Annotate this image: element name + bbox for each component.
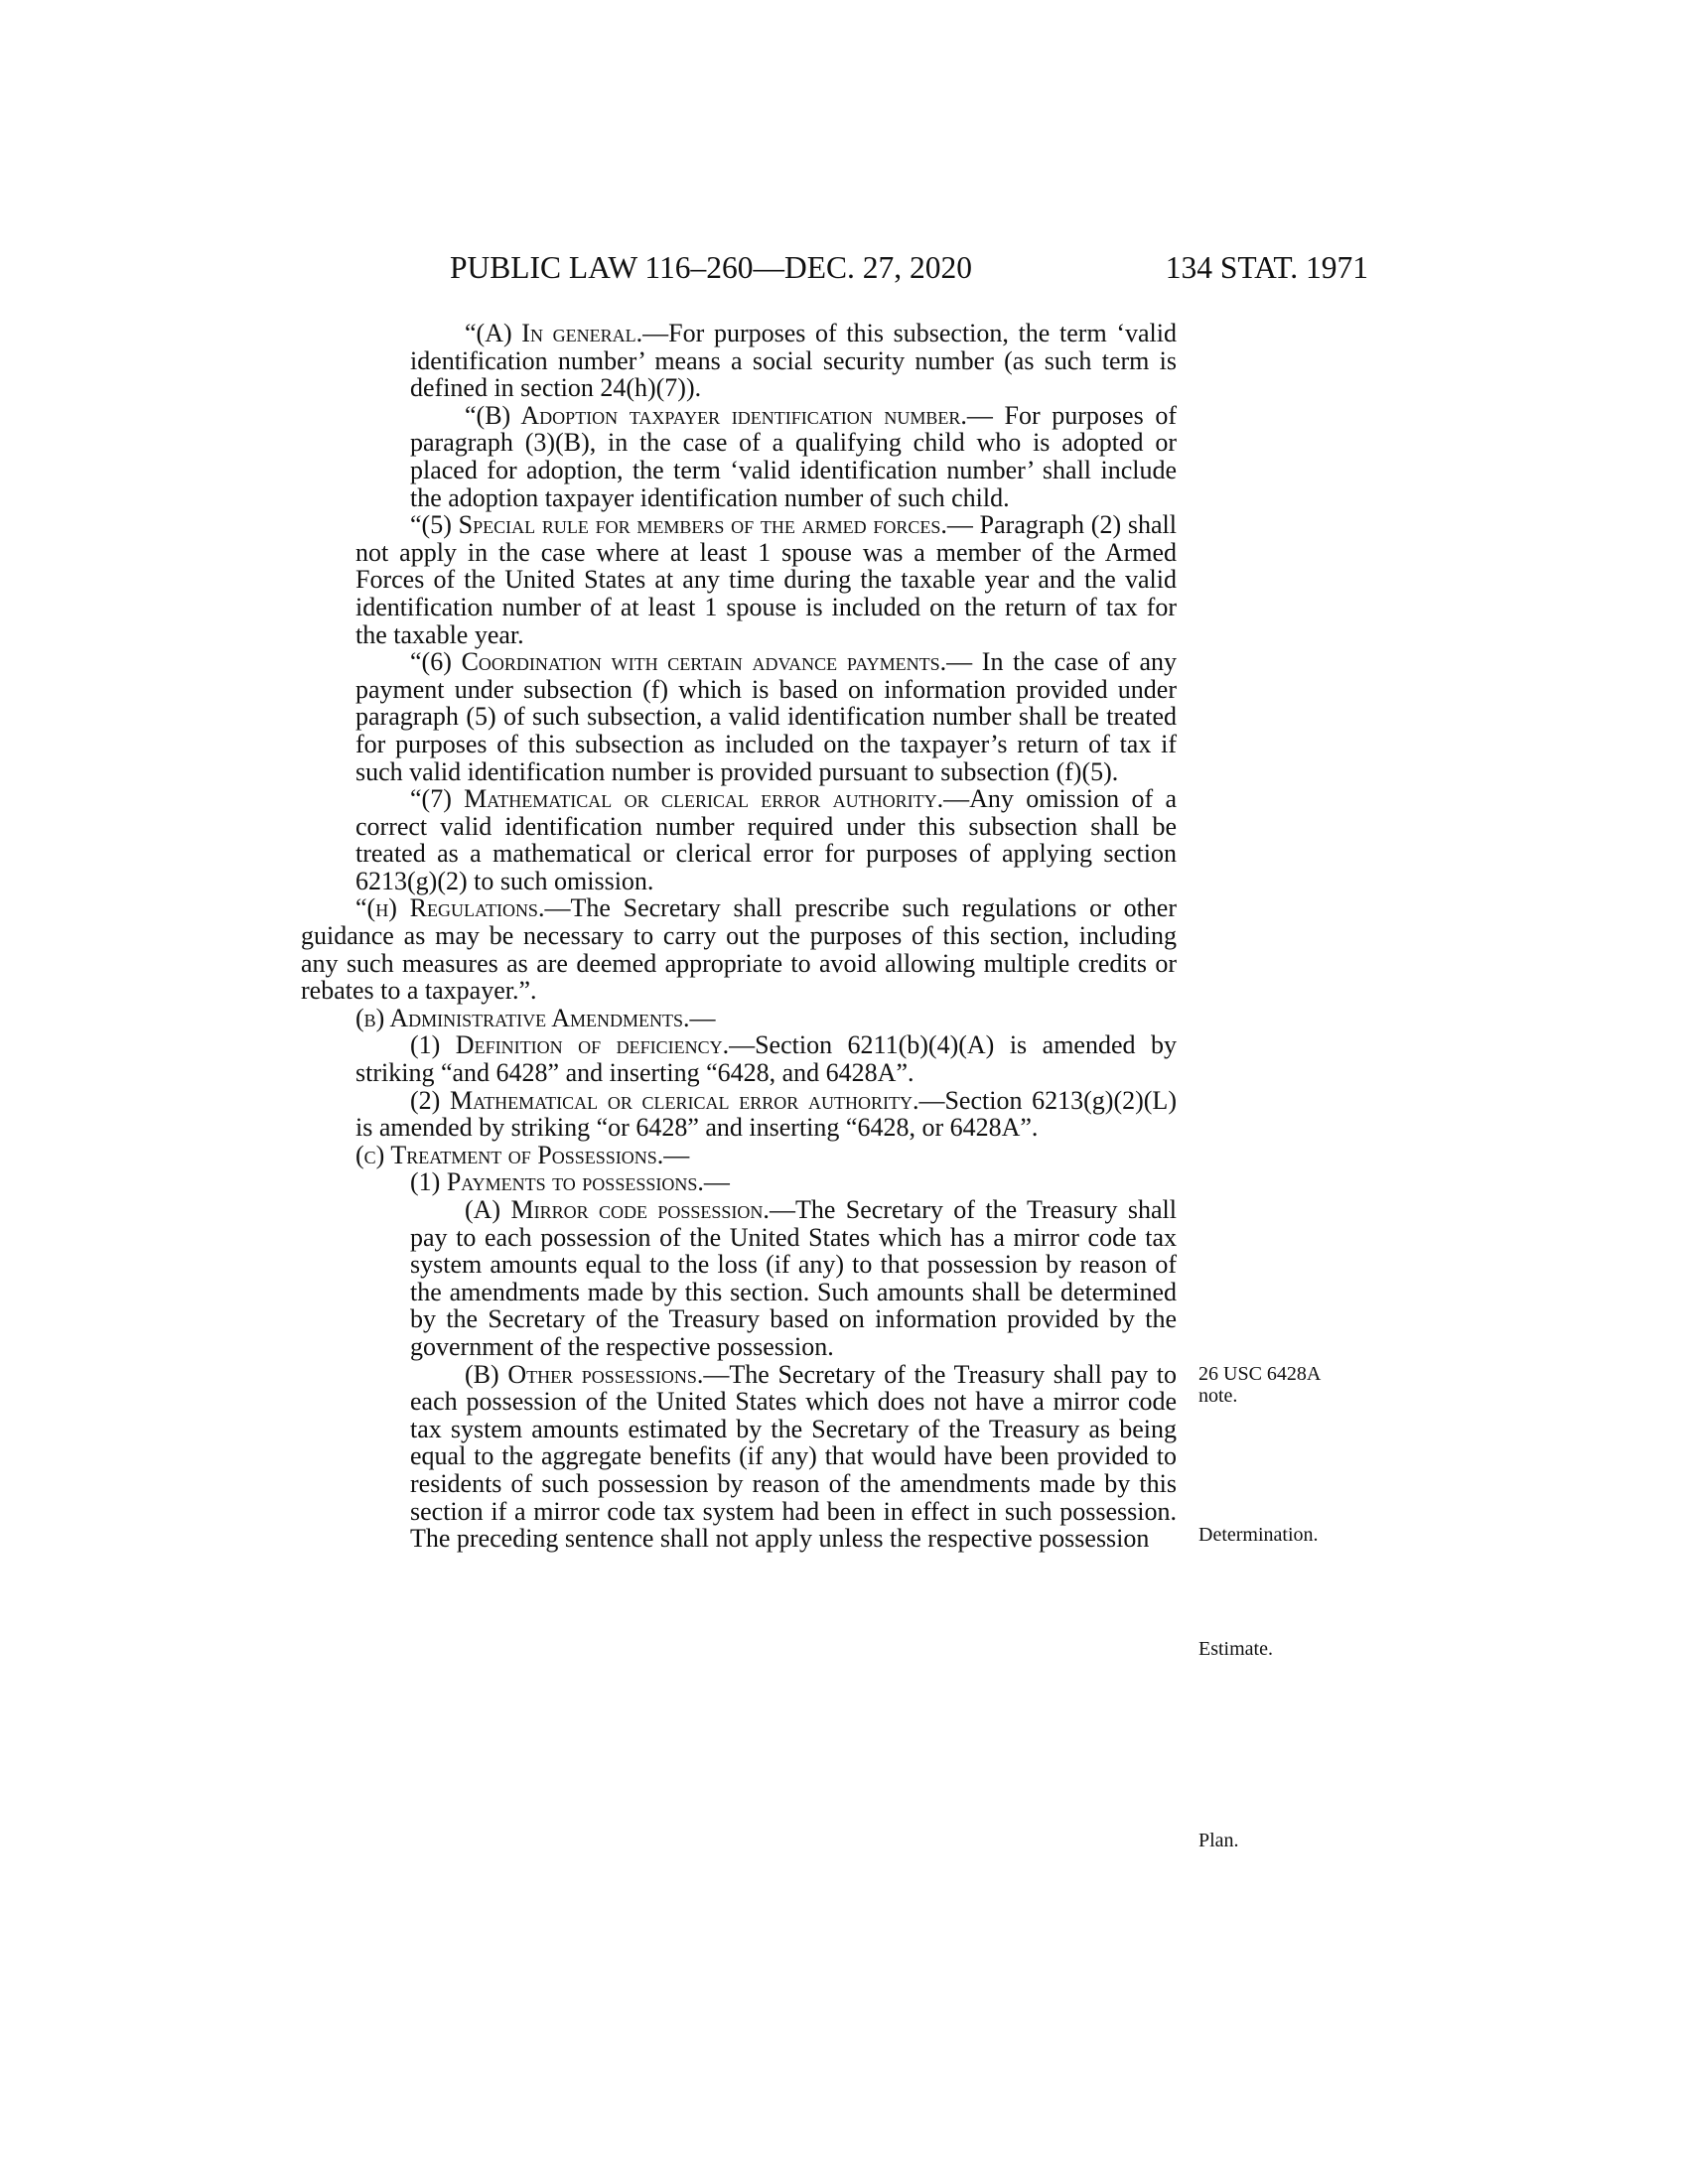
heading: “(A) In general.	[465, 319, 643, 347]
heading: “(B) Adoption taxpayer identification number.	[465, 400, 967, 430]
paragraph-b	[301, 1005, 1177, 1032]
heading: “(6) Coordination with certain advance payments.	[410, 647, 947, 677]
heading: “(5) Special rule for members of the armed forces.	[410, 510, 947, 540]
text: —Section 6211(b)(4)(A) is amended by striking “and 6428” and inserting “6428, and 6428A”.	[355, 1030, 1177, 1088]
paragraph-c	[301, 1142, 1177, 1169]
paragraph-b2	[301, 1087, 1177, 1142]
page-header	[450, 250, 1368, 290]
paragraph-g7	[301, 785, 1177, 894]
paragraph-c1a	[301, 1196, 1177, 1361]
text: —The Secretary of the Treasury shall pay to each possession of the United States which does not have a mirror code tax system amounts estimated by the Secretary of the Treasury as being equal to the aggregate benefits (if any) that would have been provided to residents of such possession by reason of the amendments made by this section if a mirror code tax system had been in effect in such possession. The preceding sentence shall not apply unless the respective possession	[410, 1359, 1177, 1554]
margin-note-plan: Plan.	[1198, 1830, 1239, 1851]
paragraph-g4a	[301, 320, 1177, 402]
heading: “(7) Mathematical or clerical error authority.	[410, 784, 944, 814]
statute-body	[301, 320, 1177, 1553]
paragraph-g4b	[301, 402, 1177, 511]
statute-page-number: 134 STAT. 1971	[1165, 250, 1368, 285]
text: — Paragraph (2) shall not apply in the case where at least 1 spouse was a member of the Armed Forces of the United States at any time during the taxable year and the valid identification number of at least 1 spouse is included on the return of tax for the taxable year.	[355, 510, 1177, 649]
text: —	[689, 1003, 716, 1032]
usc-note-label: note.	[1198, 1385, 1238, 1407]
usc-citation: 26 USC 6428A	[1198, 1363, 1322, 1385]
text: —	[663, 1140, 690, 1169]
heading: “(h) Regulations.	[355, 893, 545, 923]
paragraph-c1	[301, 1168, 1177, 1196]
text: — For purposes of paragraph (3)(B), in the case of a qualifying child who is adopted or placed for adoption, the term ‘valid identification number’ shall include the adoption taxpayer identification number of such child.	[410, 400, 1177, 512]
text: —Section 6213(g)(2)(L) is amended by striking “or 6428” and inserting “6428, or 6428A”.	[355, 1085, 1177, 1143]
heading: (A) Mirror code possession.	[465, 1195, 770, 1224]
text: —The Secretary of the Treasury shall pay to each possession of the United States which has a mirror code tax system amounts equal to the loss (if any) to that possession by reason of the amendments made by this section. Such amounts shall be determined by the Secretary of the Treasury based on information provided by the government of the respective possession.	[410, 1195, 1178, 1361]
paragraph-c1b	[301, 1361, 1177, 1553]
margin-note-usc	[1198, 1363, 1321, 1407]
heading: (c) Treatment of Possessions.	[355, 1140, 664, 1169]
margin-note-estimate: Estimate.	[1198, 1638, 1273, 1660]
heading: (1) Definition of deficiency.	[410, 1030, 730, 1060]
paragraph-b1	[301, 1031, 1177, 1086]
text: —For purposes of this subsection, the term ‘valid identification number’ means a social security number (as such term is defined in section 24(h)(7)).	[410, 319, 1177, 403]
heading: (1) Payments to possessions.	[410, 1167, 704, 1197]
heading: (2) Mathematical or clerical error authority.	[410, 1085, 919, 1115]
heading: (b) Administrative Amendments.	[355, 1003, 690, 1032]
text: —Any omission of a correct valid identification number required under this subsection shall be treated as a mathematical or clerical error for purposes of applying section 6213(g)(2) to such omission.	[355, 784, 1177, 895]
margin-note-determination: Determination.	[1198, 1524, 1319, 1546]
text: —The Secretary shall prescribe such regulations or other guidance as may be necessary to carry out the purposes of this section, including any such measures as are deemed appropriate to avoid allowing multiple credits or rebates to a taxpayer.”.	[301, 893, 1178, 1006]
public-law-citation: PUBLIC LAW 116–260—DEC. 27, 2020	[450, 250, 972, 285]
text: —	[703, 1167, 730, 1197]
text: — In the case of any payment under subsection (f) which is based on information provided under paragraph (5) of such subsection, a valid identification number shall be treated for purposes of this subsection as included on the taxpayer’s return of tax if such valid identification number is provided pursuant to subsection (f)(5).	[355, 647, 1177, 786]
paragraph-h	[301, 894, 1177, 1004]
paragraph-g5	[301, 511, 1177, 648]
heading: (B) Other possessions.	[465, 1359, 704, 1389]
paragraph-g6	[301, 648, 1177, 785]
